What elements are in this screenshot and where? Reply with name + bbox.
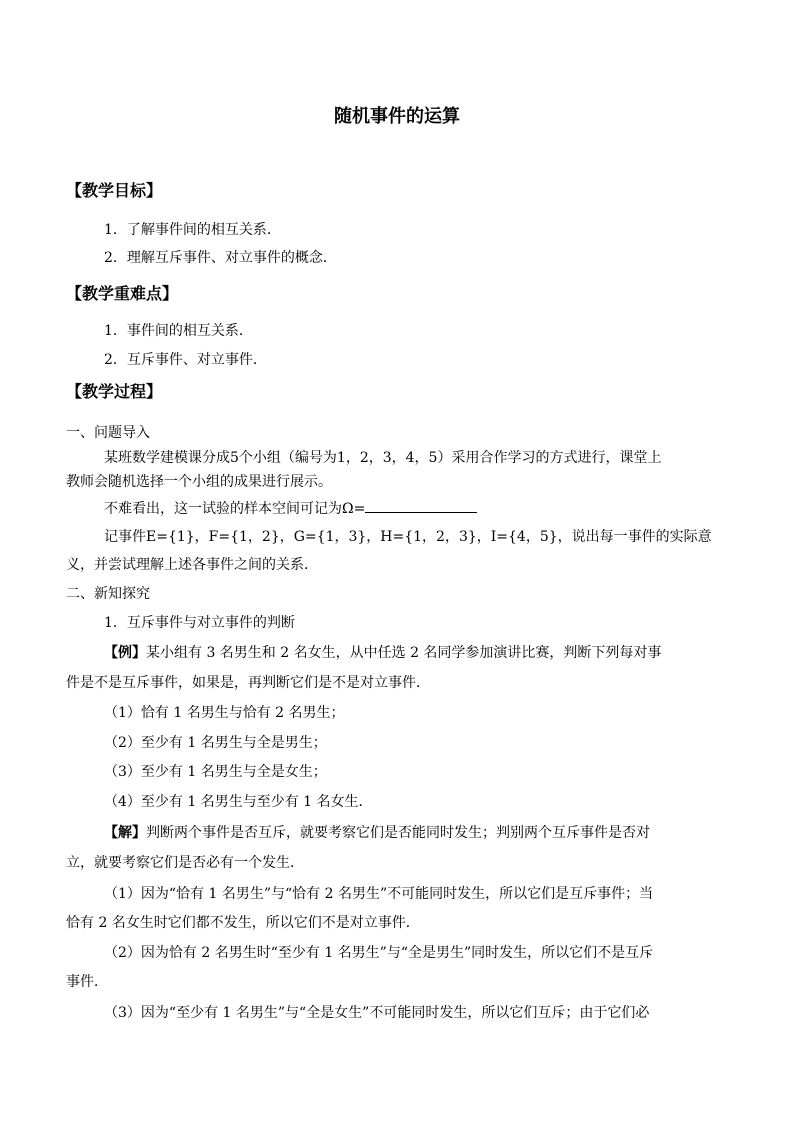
document-title: 随机事件的运算 — [334, 106, 460, 127]
events-line: 记事件E={1}，F={1，2}，G={1，3}，H={1，2，3}，I={4，5}，说出每一事件的实际意 — [104, 529, 712, 545]
example-text: 某小组有 3 名男生和 2 名女生，从中任选 2 名同学参加演讲比赛，判断下列每对事 — [146, 645, 662, 661]
section-heading-objectives: 【教学目标】 — [66, 181, 163, 200]
case-item: （3）至少有 1 名男生与全是女生； — [104, 764, 327, 780]
sub1-title: 1．互斥事件与对立事件的判断 — [104, 615, 295, 631]
case-item: （2）至少有 1 名男生与全是男生； — [104, 735, 327, 751]
key-point-item: 2．互斥事件、对立事件． — [104, 352, 267, 368]
case-item: （4）至少有 1 名男生与至少有 1 名女生． — [104, 794, 373, 810]
part2-title: 二、新知探究 — [66, 586, 150, 602]
answer-line: （1）因为“恰有 1 名男生”与“恰有 2 名男生”不可能同时发生，所以它们是互斥事件；当 — [104, 886, 654, 902]
sample-space-line — [104, 498, 477, 519]
solution-label: 【解】 — [104, 825, 146, 841]
intro-line: 某班数学建模课分成5个小组（编号为1，2，3，4，5）采用合作学习的方式进行，课堂上 — [104, 450, 662, 466]
section-heading-key-points: 【教学重难点】 — [66, 284, 179, 303]
example-label: 【例】 — [104, 645, 146, 661]
section-heading-process: 【教学过程】 — [66, 382, 163, 401]
answer-line: （2）因为恰有 2 名男生时“至少有 1 名男生”与“全是男生”同时发生，所以它们不是互斥 — [104, 945, 654, 961]
answer-line: （3）因为“至少有 1 名男生”与“全是女生”不可能同时发生，所以它们互斥；由于它们必 — [104, 1005, 650, 1021]
events-line: 义，并尝试理解上述各事件之间的关系． — [66, 557, 318, 573]
solution-line — [104, 823, 650, 843]
part1-title: 一、问题导入 — [66, 425, 150, 441]
answer-blank — [365, 498, 477, 513]
answer-line: 恰有 2 名女生时它们都不发生，所以它们不是对立事件． — [66, 915, 420, 931]
intro-line: 教师会随机选择一个小组的成果进行展示。 — [66, 474, 332, 490]
key-point-item: 1．事件间的相互关系． — [104, 323, 253, 339]
solution-text: 判断两个事件是否互斥，就要考察它们是否能同时发生；判别两个互斥事件是否对 — [146, 825, 650, 841]
objective-item: 1．了解事件间的相互关系． — [104, 222, 281, 238]
sample-space-text: 不难看出，这一试验的样本空间可记为Ω= — [104, 501, 366, 517]
example-line — [104, 643, 661, 663]
case-item: （1）恰有 1 名男生与恰有 2 名男生； — [104, 705, 345, 721]
answer-line: 事件． — [66, 974, 108, 990]
example-line: 件是不是互斥事件，如果是，再判断它们是不是对立事件． — [66, 675, 430, 691]
objective-item: 2．理解互斥事件、对立事件的概念． — [104, 250, 337, 266]
solution-line: 立，就要考察它们是否必有一个发生． — [66, 855, 304, 871]
